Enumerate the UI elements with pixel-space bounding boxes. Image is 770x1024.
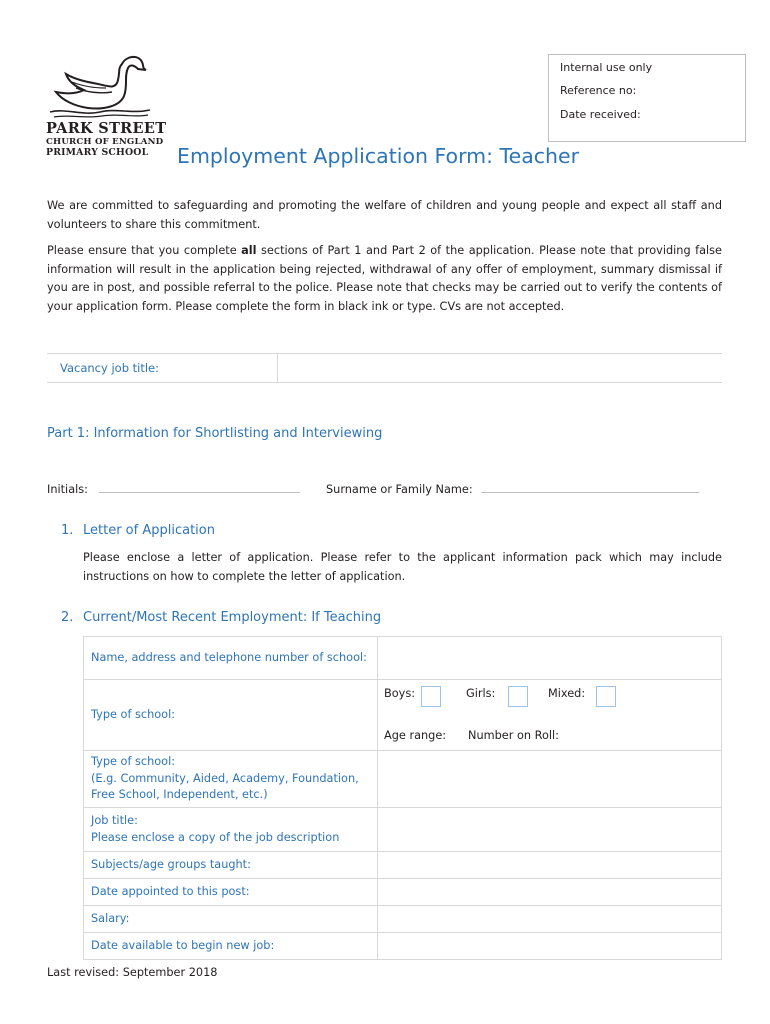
date-appointed-field[interactable] <box>378 879 722 906</box>
table-row <box>84 680 722 751</box>
school-name-address-label: Name, address and telephone number of school: <box>84 637 378 680</box>
reference-no-label: Reference no: <box>560 84 637 97</box>
table-row <box>84 852 722 879</box>
subjects-field[interactable] <box>378 852 722 879</box>
girls-label: Girls: <box>466 687 496 700</box>
section2-number: 2. <box>61 610 74 625</box>
section2-heading: Current/Most Recent Employment: If Teaching <box>83 610 382 625</box>
job-title-field[interactable] <box>378 808 722 852</box>
table-row <box>84 808 722 852</box>
initials-label: Initials: <box>47 483 88 496</box>
intro-p2-start: Please ensure that you complete <box>47 244 242 257</box>
salary-label: Salary: <box>84 906 378 933</box>
salary-field[interactable] <box>378 906 722 933</box>
vacancy-label-cell <box>47 354 278 382</box>
table-row <box>84 637 722 680</box>
intro-p2-rest: sections of Part 1 and Part 2 of the application. Please note that providing false information will result in the application being rejected, withdrawal of any offer of employment, summary dismissal if you are in post, and possible referral to the police. Please note that checks may be carried out to verify the contents of your application form. Please complete the form in black ink or type. CVs are not accepted. <box>47 244 722 313</box>
school-category-field[interactable] <box>378 751 722 808</box>
table-row <box>84 906 722 933</box>
school-category-hint: (E.g. Community, Aided, Academy, Foundation, Free School, Independent, etc.) <box>91 771 359 802</box>
table-row <box>84 751 722 808</box>
date-appointed-label: Date appointed to this post: <box>84 879 378 906</box>
vacancy-job-title-field[interactable] <box>278 354 722 382</box>
intro-p2-bold: all <box>241 244 257 257</box>
boys-checkbox[interactable] <box>421 686 441 707</box>
age-range-label: Age range: <box>384 729 447 742</box>
girls-checkbox[interactable] <box>508 686 528 707</box>
intro-paragraph-1: We are committed to safeguarding and promoting the welfare of children and young people and expect all staff and volunteers to share this commitment. <box>47 199 722 231</box>
surname-field[interactable] <box>481 492 699 493</box>
surname-label: Surname or Family Name: <box>326 483 473 496</box>
job-title-label <box>84 808 378 852</box>
mixed-label: Mixed: <box>548 687 586 700</box>
date-received-label: Date received: <box>560 108 641 121</box>
school-name-address-field[interactable] <box>378 637 722 680</box>
footer-last-revised: Last revised: September 2018 <box>47 966 218 979</box>
job-title-hint: Please enclose a copy of the job description <box>91 830 340 844</box>
table-row <box>84 879 722 906</box>
school-name-line2: CHURCH OF ENGLAND <box>46 137 164 147</box>
type-of-school-label: Type of school: <box>84 680 378 751</box>
job-title-title: Job title: <box>91 814 138 827</box>
school-name-line3: PRIMARY SCHOOL <box>46 147 149 158</box>
number-on-roll-label: Number on Roll: <box>468 729 559 742</box>
swan-icon <box>46 50 156 120</box>
subjects-label: Subjects/age groups taught: <box>84 852 378 879</box>
page-title: Employment Application Form: Teacher <box>177 144 580 168</box>
school-name-line1: PARK STREET <box>46 120 167 137</box>
part1-heading: Part 1: Information for Shortlisting and Interviewing <box>47 426 383 441</box>
boys-label: Boys: <box>384 687 416 700</box>
table-row <box>84 933 722 960</box>
internal-use-box <box>548 54 746 142</box>
intro-paragraph-2 <box>47 242 722 316</box>
school-category-title: Type of school: <box>91 755 176 769</box>
school-logo <box>46 50 167 160</box>
mixed-checkbox[interactable] <box>596 686 616 707</box>
vacancy-row <box>47 353 722 383</box>
vacancy-label: Vacancy job title: <box>60 361 160 375</box>
section1-text: Please enclose a letter of application. Please refer to the applicant information pack which may include instructions on how to complete the letter of application. <box>83 551 722 583</box>
date-available-field[interactable] <box>378 933 722 960</box>
type-of-school-options <box>378 680 722 751</box>
section1-number: 1. <box>61 523 74 538</box>
section1-heading: Letter of Application <box>83 523 215 538</box>
school-category-label <box>84 751 378 808</box>
employment-table <box>83 636 722 960</box>
date-available-label: Date available to begin new job: <box>84 933 378 960</box>
internal-use-title: Internal use only <box>560 61 653 74</box>
initials-field[interactable] <box>99 492 300 493</box>
